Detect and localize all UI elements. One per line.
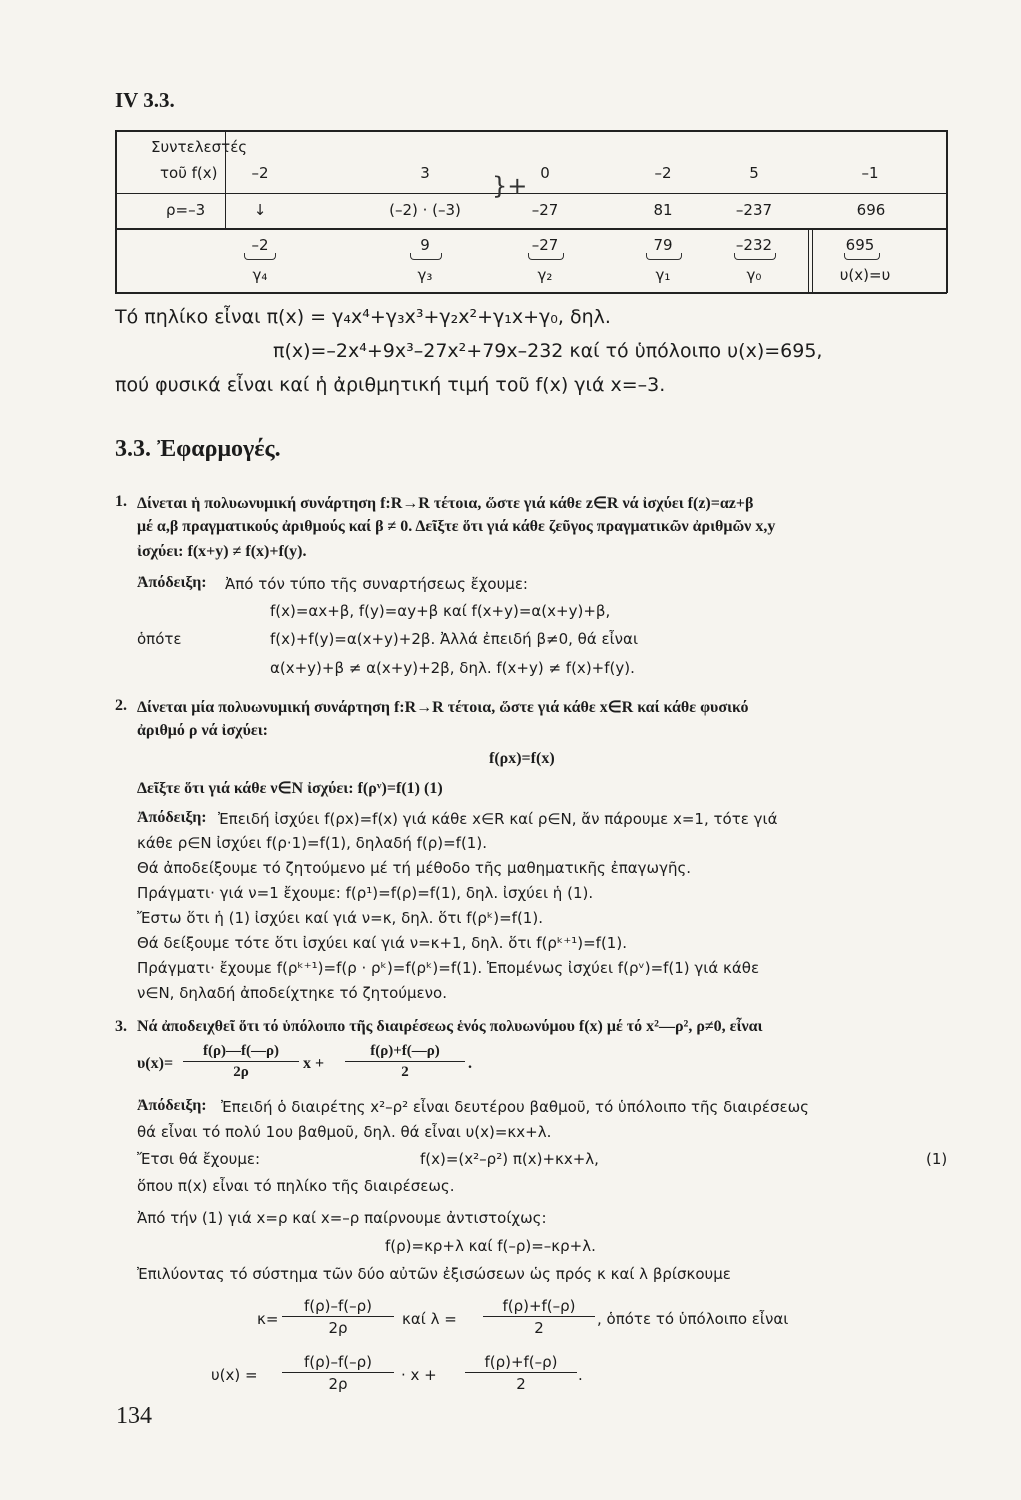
ex3-proof-label: Ἀπόδειξη: [137, 1097, 207, 1114]
table-rho: ρ=–3 [166, 201, 206, 219]
ex3-proof-1: Ἐπειδή ὁ διαιρέτης x²–ρ² εἶναι δευτέρου βαθμοῦ, τό ὑπόλοιπο τῆς διαιρέσεως [221, 1098, 809, 1116]
product-2: –27 [531, 201, 559, 219]
ex3-k-num: f(ρ)–f(–ρ) [282, 1297, 394, 1317]
page-number: 134 [116, 1403, 152, 1429]
underbrace-4 [734, 253, 776, 260]
ex3-x-plus: x + [303, 1055, 325, 1072]
ex3-fraction-2-num: f(ρ)+f(—ρ) [345, 1043, 465, 1062]
coef-0: –2 [251, 164, 269, 182]
ex2-proof-3: Θά ἀποδείξουμε τό ζητούμενο μέ τή μέθοδο τῆς μαθηματικῆς ἐπαγωγῆς. [137, 859, 692, 877]
ex3-l-den: 2 [534, 1319, 544, 1337]
coef-5: –1 [861, 164, 879, 182]
ex3-fraction-2 [345, 1043, 465, 1081]
coef-1: 3 [420, 164, 430, 182]
section-reference: IV 3.3. [115, 88, 175, 112]
table-top-rule [115, 130, 947, 132]
ex3-u2-num-2: f(ρ)+f(–ρ) [465, 1353, 577, 1373]
ex3-dot: . [468, 1055, 472, 1072]
ex1-line-1: Δίνεται ἡ πολυωνυμική συνάρτηση f:R→R τέτοια, ὥστε γιά κάθε z∈R νά ἰσχύει f(z)=αz+β [137, 495, 754, 512]
brace-plus: }+ [492, 172, 528, 200]
intro-line-1: Τό πηλίκο εἶναι π(x) = γ₄x⁴+γ₃x³+γ₂x²+γ₁x+γ₀, δηλ. [115, 306, 611, 328]
intro-line-2: π(x)=–2x⁴+9x³–27x²+79x–232 καί τό ὑπόλοιπο υ(x)=695, [273, 340, 823, 362]
ex3-u2-mid: · x + [401, 1366, 437, 1384]
ex3-u-lhs: υ(x)= [137, 1055, 174, 1072]
product-0: ↓ [253, 201, 267, 219]
underbrace-2 [528, 253, 564, 260]
product-4: –237 [735, 201, 773, 219]
ex3-u2-den-2: 2 [516, 1375, 526, 1393]
result-4: –232 [735, 236, 773, 254]
ex3-fraction-1 [183, 1043, 299, 1081]
ex3-k-lhs: κ= [257, 1310, 279, 1328]
table-label-top: Συντελεστές [151, 138, 248, 156]
ex3-fraction-2-den: 2 [401, 1064, 409, 1080]
product-5: 696 [856, 201, 886, 219]
section-title: 3.3. Ἐφαρμογές. [115, 436, 281, 462]
ex3-proof-3-num: (1) [926, 1150, 948, 1168]
result-2: –27 [531, 236, 559, 254]
table-result-divider-a [808, 228, 809, 292]
ex1-eq-3: α(x+y)+β ≠ α(x+y)+2β, δηλ. f(x+y) ≠ f(x)+f(y). [270, 659, 635, 677]
ex2-proof-8: ν∈N, δηλαδή ἀποδείχτηκε τό ζητούμενο. [137, 984, 447, 1002]
label-gamma4: γ₄ [252, 266, 268, 284]
result-3: 79 [653, 236, 673, 254]
ex1-proof-label: Ἀπόδειξη: [137, 574, 207, 591]
ex1-line-3: ἰσχύει: f(x+y) ≠ f(x)+f(y). [137, 543, 307, 560]
ex1-opote: ὁπότε [137, 630, 182, 648]
ex3-u2-num-1: f(ρ)–f(–ρ) [282, 1353, 394, 1373]
table-left-rule [115, 130, 117, 293]
ex3-proof-7: Ἐπιλύοντας τό σύστημα τῶν δύο αὐτῶν ἐξισώσεων ὡς πρός κ καί λ βρίσκουμε [137, 1265, 731, 1283]
table-bottom-rule [115, 292, 947, 294]
ex3-u2-den-1: 2ρ [328, 1375, 348, 1393]
ex3-u2-fraction-1 [282, 1353, 394, 1393]
ex3-number: 3. [115, 1018, 127, 1035]
ex2-proof-6: Θά δείξουμε τότε ὅτι ἰσχύει καί γιά ν=κ+1, δηλ. ὅτι f(ρᵏ⁺¹)=f(1). [137, 934, 627, 952]
ex3-proof-4: ὅπου π(x) εἶναι τό πηλίκο τῆς διαιρέσεως. [137, 1177, 455, 1195]
ex2-proof-1: Ἐπειδή ἰσχύει f(ρx)=f(x) γιά κάθε x∈R καί ρ∈N, ἄν πάρουμε x=1, τότε γιά [218, 810, 778, 828]
label-gamma0: γ₀ [746, 266, 762, 284]
ex3-k-fraction [282, 1297, 394, 1337]
ex2-proof-7: Πράγματι· ἔχουμε f(ρᵏ⁺¹)=f(ρ · ρᵏ)=f(ρᵏ)=f(1). Ἑπομένως ἰσχύει f(ρᵛ)=f(1) γιά κάθε [137, 959, 760, 977]
ex2-proof-label: Ἀπόδειξη: [137, 809, 207, 826]
label-gamma2: γ₂ [537, 266, 553, 284]
product-3: 81 [653, 201, 673, 219]
ex3-proof-3-left: Ἔτσι θά ἔχουμε: [137, 1150, 261, 1168]
result-1: 9 [420, 236, 430, 254]
ex3-proof-5: Ἀπό τήν (1) γιά x=ρ καί x=–ρ παίρνουμε ἀντιστοίχως: [137, 1209, 547, 1227]
ex1-eq-2: f(x)+f(y)=α(x+y)+2β. Ἀλλά ἐπειδή β≠0, θά εἶναι [270, 630, 639, 648]
underbrace-5 [844, 253, 880, 260]
product-1: (–2) · (–3) [389, 201, 461, 219]
ex3-l-num: f(ρ)+f(–ρ) [483, 1297, 595, 1317]
ex2-proof-4: Πράγματι· γιά ν=1 ἔχουμε: f(ρ¹)=f(ρ)=f(1), δηλ. ἰσχύει ἡ (1). [137, 884, 594, 902]
ex1-eq-1: f(x)=αx+β, f(y)=αy+β καί f(x+y)=α(x+y)+β, [270, 602, 611, 620]
label-gamma1: γ₁ [655, 266, 671, 284]
coef-3: –2 [654, 164, 672, 182]
ex2-proof-2: κάθε ρ∈N ἰσχύει f(ρ·1)=f(1), δηλαδή f(ρ)=f(1). [137, 834, 487, 852]
ex3-opote-text: , ὁπότε τό ὑπόλοιπο εἶναι [597, 1310, 789, 1328]
table-row-rule-1 [115, 193, 947, 194]
ex2-claim: Δεῖξτε ὅτι γιά κάθε ν∈N ἰσχύει: f(ρᵛ)=f(1) (1) [137, 780, 443, 797]
table-label-bottom: τοῦ f(x) [160, 164, 218, 182]
ex2-line-1: Δίνεται μία πολυωνυμική συνάρτηση f:R→R τέτοια, ὥστε γιά κάθε x∈R καί κάθε φυσικό [137, 699, 749, 716]
coef-2: 0 [540, 164, 550, 182]
ex1-line-2: μέ α,β πραγματικούς ἀριθμούς καί β ≠ 0. Δεῖξτε ὅτι γιά κάθε ζεῦγος πραγματικῶν ἀριθμῶν x,y [137, 518, 776, 535]
ex3-l-fraction [483, 1297, 595, 1337]
ex1-proof-line-1: Ἀπό τόν τύπο τῆς συναρτήσεως ἔχουμε: [225, 575, 528, 593]
ex3-u2-dot: . [578, 1366, 583, 1384]
ex2-line-2: ἀριθμό ρ νά ἰσχύει: [137, 722, 268, 739]
ex3-line-1: Νά ἀποδειχθεῖ ὅτι τό ὑπόλοιπο τῆς διαιρέσεως ἑνός πολυωνύμου f(x) μέ τό x²—ρ², ρ≠0, εἶναι [137, 1018, 763, 1035]
ex2-center-eq: f(ρx)=f(x) [489, 750, 555, 767]
coef-4: 5 [749, 164, 759, 182]
ex3-u2-fraction-2 [465, 1353, 577, 1393]
underbrace-3 [646, 253, 682, 260]
label-gamma3: γ₃ [417, 266, 433, 284]
ex3-proof-3-eq: f(x)=(x²–ρ²) π(x)+κx+λ, [420, 1150, 599, 1168]
table-row-rule-2 [115, 228, 947, 230]
table-result-divider-b [812, 228, 813, 292]
ex3-proof-6: f(ρ)=κρ+λ καί f(–ρ)=–κρ+λ. [385, 1237, 596, 1255]
intro-line-3: πού φυσικά εἶναι καί ἡ ἀριθμητική τιμή τοῦ f(x) γιά x=–3. [115, 374, 666, 396]
result-0: –2 [251, 236, 269, 254]
table-right-rule [946, 130, 948, 293]
underbrace-0 [244, 253, 276, 260]
ex1-number: 1. [115, 493, 127, 510]
underbrace-1 [410, 253, 442, 260]
ex3-fraction-1-num: f(ρ)—f(—ρ) [183, 1043, 299, 1062]
result-5: 695 [845, 236, 875, 254]
ex2-number: 2. [115, 697, 127, 714]
ex3-kai-lambda: καί λ = [402, 1310, 457, 1328]
ex3-k-den: 2ρ [328, 1319, 348, 1337]
ex3-fraction-1-den: 2ρ [233, 1064, 249, 1080]
ex3-u2-lhs: υ(x) = [211, 1366, 258, 1384]
ex2-proof-5: Ἔστω ὅτι ἡ (1) ἰσχύει καί γιά ν=κ, δηλ. ὅτι f(ρᵏ)=f(1). [137, 909, 543, 927]
label-remainder: υ(x)=υ [839, 266, 891, 284]
ex3-proof-2: θά εἶναι τό πολύ 1ου βαθμοῦ, δηλ. θά εἶναι υ(x)=κx+λ. [137, 1123, 552, 1141]
